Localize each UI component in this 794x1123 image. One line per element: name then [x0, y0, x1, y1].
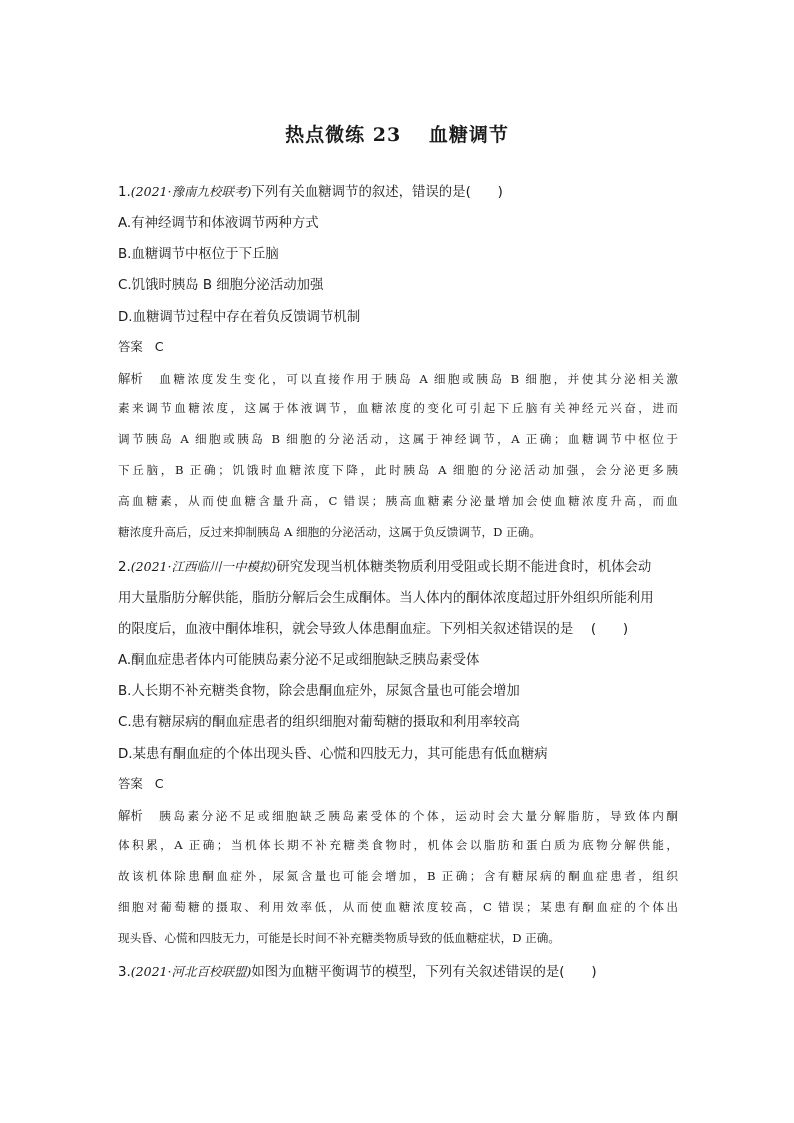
explanation-label: 解析: [118, 808, 143, 823]
answer-label: 答案: [118, 776, 143, 791]
question-number: 1.: [118, 185, 131, 200]
q1-answer: [118, 337, 678, 355]
question-2-stem: [118, 556, 678, 575]
question-number: 2.: [118, 560, 131, 575]
answer-label: 答案: [118, 339, 143, 354]
q2-option-d: D.某患有酮血症的个体出现头昏、心慌和四肢无力，其可能患有低血糖病: [118, 747, 548, 762]
question-2-stem-cont: 用大量脂肪分解供能，脂肪分解后会生成酮体。当人体内的酮体浓度超过肝外组织所能利用: [118, 591, 654, 606]
question-3-stem: [118, 961, 678, 980]
q2-explanation-line: [118, 806, 678, 824]
q1-option-c: C.饥饿时胰岛 B 细胞分泌活动加强: [118, 278, 324, 293]
q2-explanation-line: 体积累，A 正确；当机体长期不补充糖类食物时，机体会以脂肪和蛋白质为底物分解供能，: [118, 838, 678, 852]
q1-explanation-line: 糖浓度升高后，反过来抑制胰岛 A 细胞的分泌活动，这属于负反馈调节，D 正确。: [118, 525, 541, 539]
q1-option-b: B.血糖调节中枢位于下丘脑: [118, 247, 279, 262]
page-title: 热点微练 23 血糖调节: [285, 124, 509, 146]
question-text: 下列有关血糖调节的叙述，错误的是( ): [251, 185, 503, 200]
q1-explanation-line: [118, 369, 678, 387]
question-number: 3.: [118, 965, 131, 980]
explanation-text: 胰岛素分泌不足或细胞缺乏胰岛素受体的个体，运动时会大量分解脂肪，导致体内酮: [156, 809, 678, 823]
q2-explanation-line: 细胞对葡萄糖的摄取、利用效率低，从而使血糖浓度较高，C 错误；某患有酮血症的个体出: [118, 900, 678, 914]
question-text: 如图为血糖平衡调节的模型，下列有关叙述错误的是( ): [251, 965, 597, 980]
q2-answer: [118, 774, 678, 792]
q2-explanation-line: 现头昏、心慌和四肢无力，可能是长时间不补充糖类物质导致的低血糖症状，D 正确。: [118, 931, 560, 945]
q1-explanation-line: 高血糖素，从而使血糖含量升高，C 错误；胰高血糖素分泌量增加会使血糖浓度升高，而血: [118, 494, 678, 508]
q1-explanation-line: 下丘脑，B 正确；饥饿时血糖浓度下降，此时胰岛 A 细胞的分泌活动加强，会分泌更多胰: [118, 463, 678, 477]
q1-option-d: D.血糖调节过程中存在着负反馈调节机制: [118, 310, 361, 325]
q2-explanation-line: 故该机体除患酮血症外，尿氮含量也可能会增加，B 正确；含有糖尿病的酮血症患者，组织: [118, 869, 678, 883]
q1-option-a: A.有神经调节和体液调节两种方式: [118, 216, 319, 231]
question-source: (2021·河北百校联盟): [130, 964, 252, 979]
q1-explanation-line: 素来调节血糖浓度，这属于体液调节，血糖浓度的变化可引起下丘脑有关神经元兴奋，进而: [118, 401, 678, 415]
explanation-text: 血糖浓度发生变化，可以直接作用于胰岛 A 细胞或胰岛 B 细胞，并使其分泌相关激: [156, 372, 678, 386]
answer-value: C: [154, 776, 164, 791]
question-source: (2021·豫南九校联考): [130, 184, 252, 199]
question-text: 研究发现当机体糖类物质利用受阻或长期不能进食时，机体会动: [276, 560, 652, 575]
q2-option-a: A.酮血症患者体内可能胰岛素分泌不足或细胞缺乏胰岛素受体: [118, 653, 480, 668]
question-1-stem: [118, 181, 678, 200]
question-source: (2021·江西临川一中模拟): [130, 559, 277, 574]
q2-option-b: B.人长期不补充糖类食物，除会患酮血症外，尿氮含量也可能会增加: [118, 684, 520, 699]
explanation-label: 解析: [118, 371, 143, 386]
q2-option-c: C.患有糖尿病的酮血症患者的组织细胞对葡萄糖的摄取和利用率较高: [118, 715, 520, 730]
answer-value: C: [154, 339, 164, 354]
question-2-stem-cont: 的限度后，血液中酮体堆积，就会导致人体患酮血症。下列相关叙述错误的是 ( ): [118, 622, 629, 637]
q1-explanation-line: 调节胰岛 A 细胞或胰岛 B 细胞的分泌活动，这属于神经调节，A 正确；血糖调节中枢位于: [118, 432, 678, 446]
